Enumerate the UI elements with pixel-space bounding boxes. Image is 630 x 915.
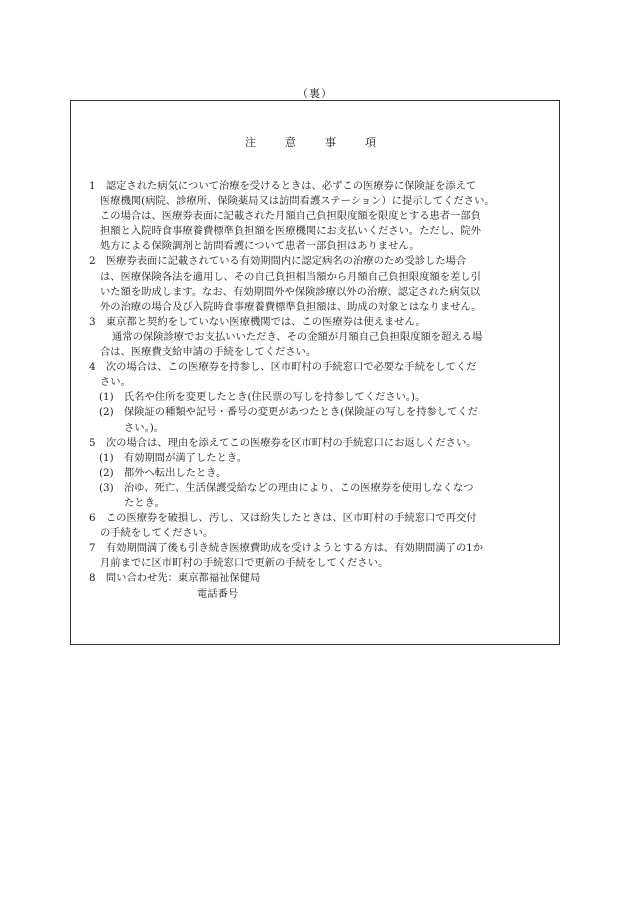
notice-line: 6 この医療券を破損し、汚し、又は紛失したときは、区市町村の手続窓口で再交付 — [89, 512, 477, 525]
notice-line: (1) 氏名や住所を変更したとき(住民票の写しを持参してください。)。 — [99, 391, 426, 404]
notice-box — [70, 100, 560, 645]
notice-line: 月前までに区市町村の手続窓口で更新の手続をしてください。 — [100, 557, 389, 570]
notice-line: 8 問い合わせ先：東京都福祉保健局 — [89, 572, 261, 585]
notice-line: 4 次の場合は、この医療券を持参し、区市町村の手続窓口で必要な手続をしてくだ — [89, 361, 477, 374]
notice-line: いた額を助成します。なお、有効期間外や保険診療以外の治療、認定された病気以 — [100, 285, 481, 298]
notice-line: さい。 — [100, 376, 131, 389]
notice-line: 2 医療券表面に記載されている有効期間内に認定病名の治療のため受診した場合 — [89, 255, 467, 268]
notice-line: (3) 治ゆ、死亡、生活保護受給などの理由により、この医療券を使用しなくなつ — [99, 481, 474, 494]
notice-line: 7 有効期間満了後も引き続き医療費助成を受けようとする方は、有効期間満了の1か — [89, 542, 484, 555]
notice-line: は、医療保険各法を適用し、その自己負担相当額から月額自己負担限度額を差し引 — [100, 270, 481, 283]
notice-line: (1) 有効期間が満了したとき。 — [99, 451, 248, 464]
notice-line: さい。)。 — [124, 421, 165, 434]
notice-title: 注 意 事 項 — [245, 136, 385, 149]
notice-line: 5 次の場合は、理由を添えてこの医療券を区市町村の手続窓口にお返しください。 — [89, 436, 477, 449]
notice-line: 1 認定された病気について治療を受けるときは、必ずこの医療券に保険証を添えて — [89, 180, 477, 192]
notice-line: 担額と入院時食事療養費標準負担額を医療機関にお支払いください。ただし、院外 — [100, 225, 481, 238]
notice-line: (2) 保険証の種類や記号・番号の変更があつたとき(保険証の写しを持参してくだ — [99, 406, 478, 419]
page-side-label: （裏） — [297, 87, 333, 100]
notice-items — [89, 179, 545, 602]
notice-line: の手続をしてください。 — [100, 527, 214, 540]
notice-line: 処方による保険調剤と訪問看護について患者一部負担はありません。 — [100, 240, 420, 253]
notice-line: 医療機関(病院、診療所、保険薬局又は訪問看護ステーション）に提示してください。 — [100, 195, 495, 208]
notice-line: 3 東京都と契約をしていない医療機関では、この医療券は使えません。 — [89, 315, 426, 328]
notice-line: 外の治療の場合及び入院時食事療養費標準負担額は、助成の対象とはなりません。 — [100, 300, 482, 313]
notice-line: 合は、医療費支給申請の手続をしてください。 — [100, 346, 317, 359]
notice-line: この場合は、医療券表面に記載された月額自己負担限度額を限度とする患者一部負 — [100, 210, 481, 223]
notice-line: (2) 都外へ転出したとき。 — [99, 466, 227, 479]
notice-line: たとき。 — [124, 496, 165, 509]
notice-line: 通常の保険診療でお支払いいただき、その金額が月額自己負担限度額を超える場 — [112, 330, 483, 343]
notice-line: 電話番号 — [197, 587, 239, 600]
